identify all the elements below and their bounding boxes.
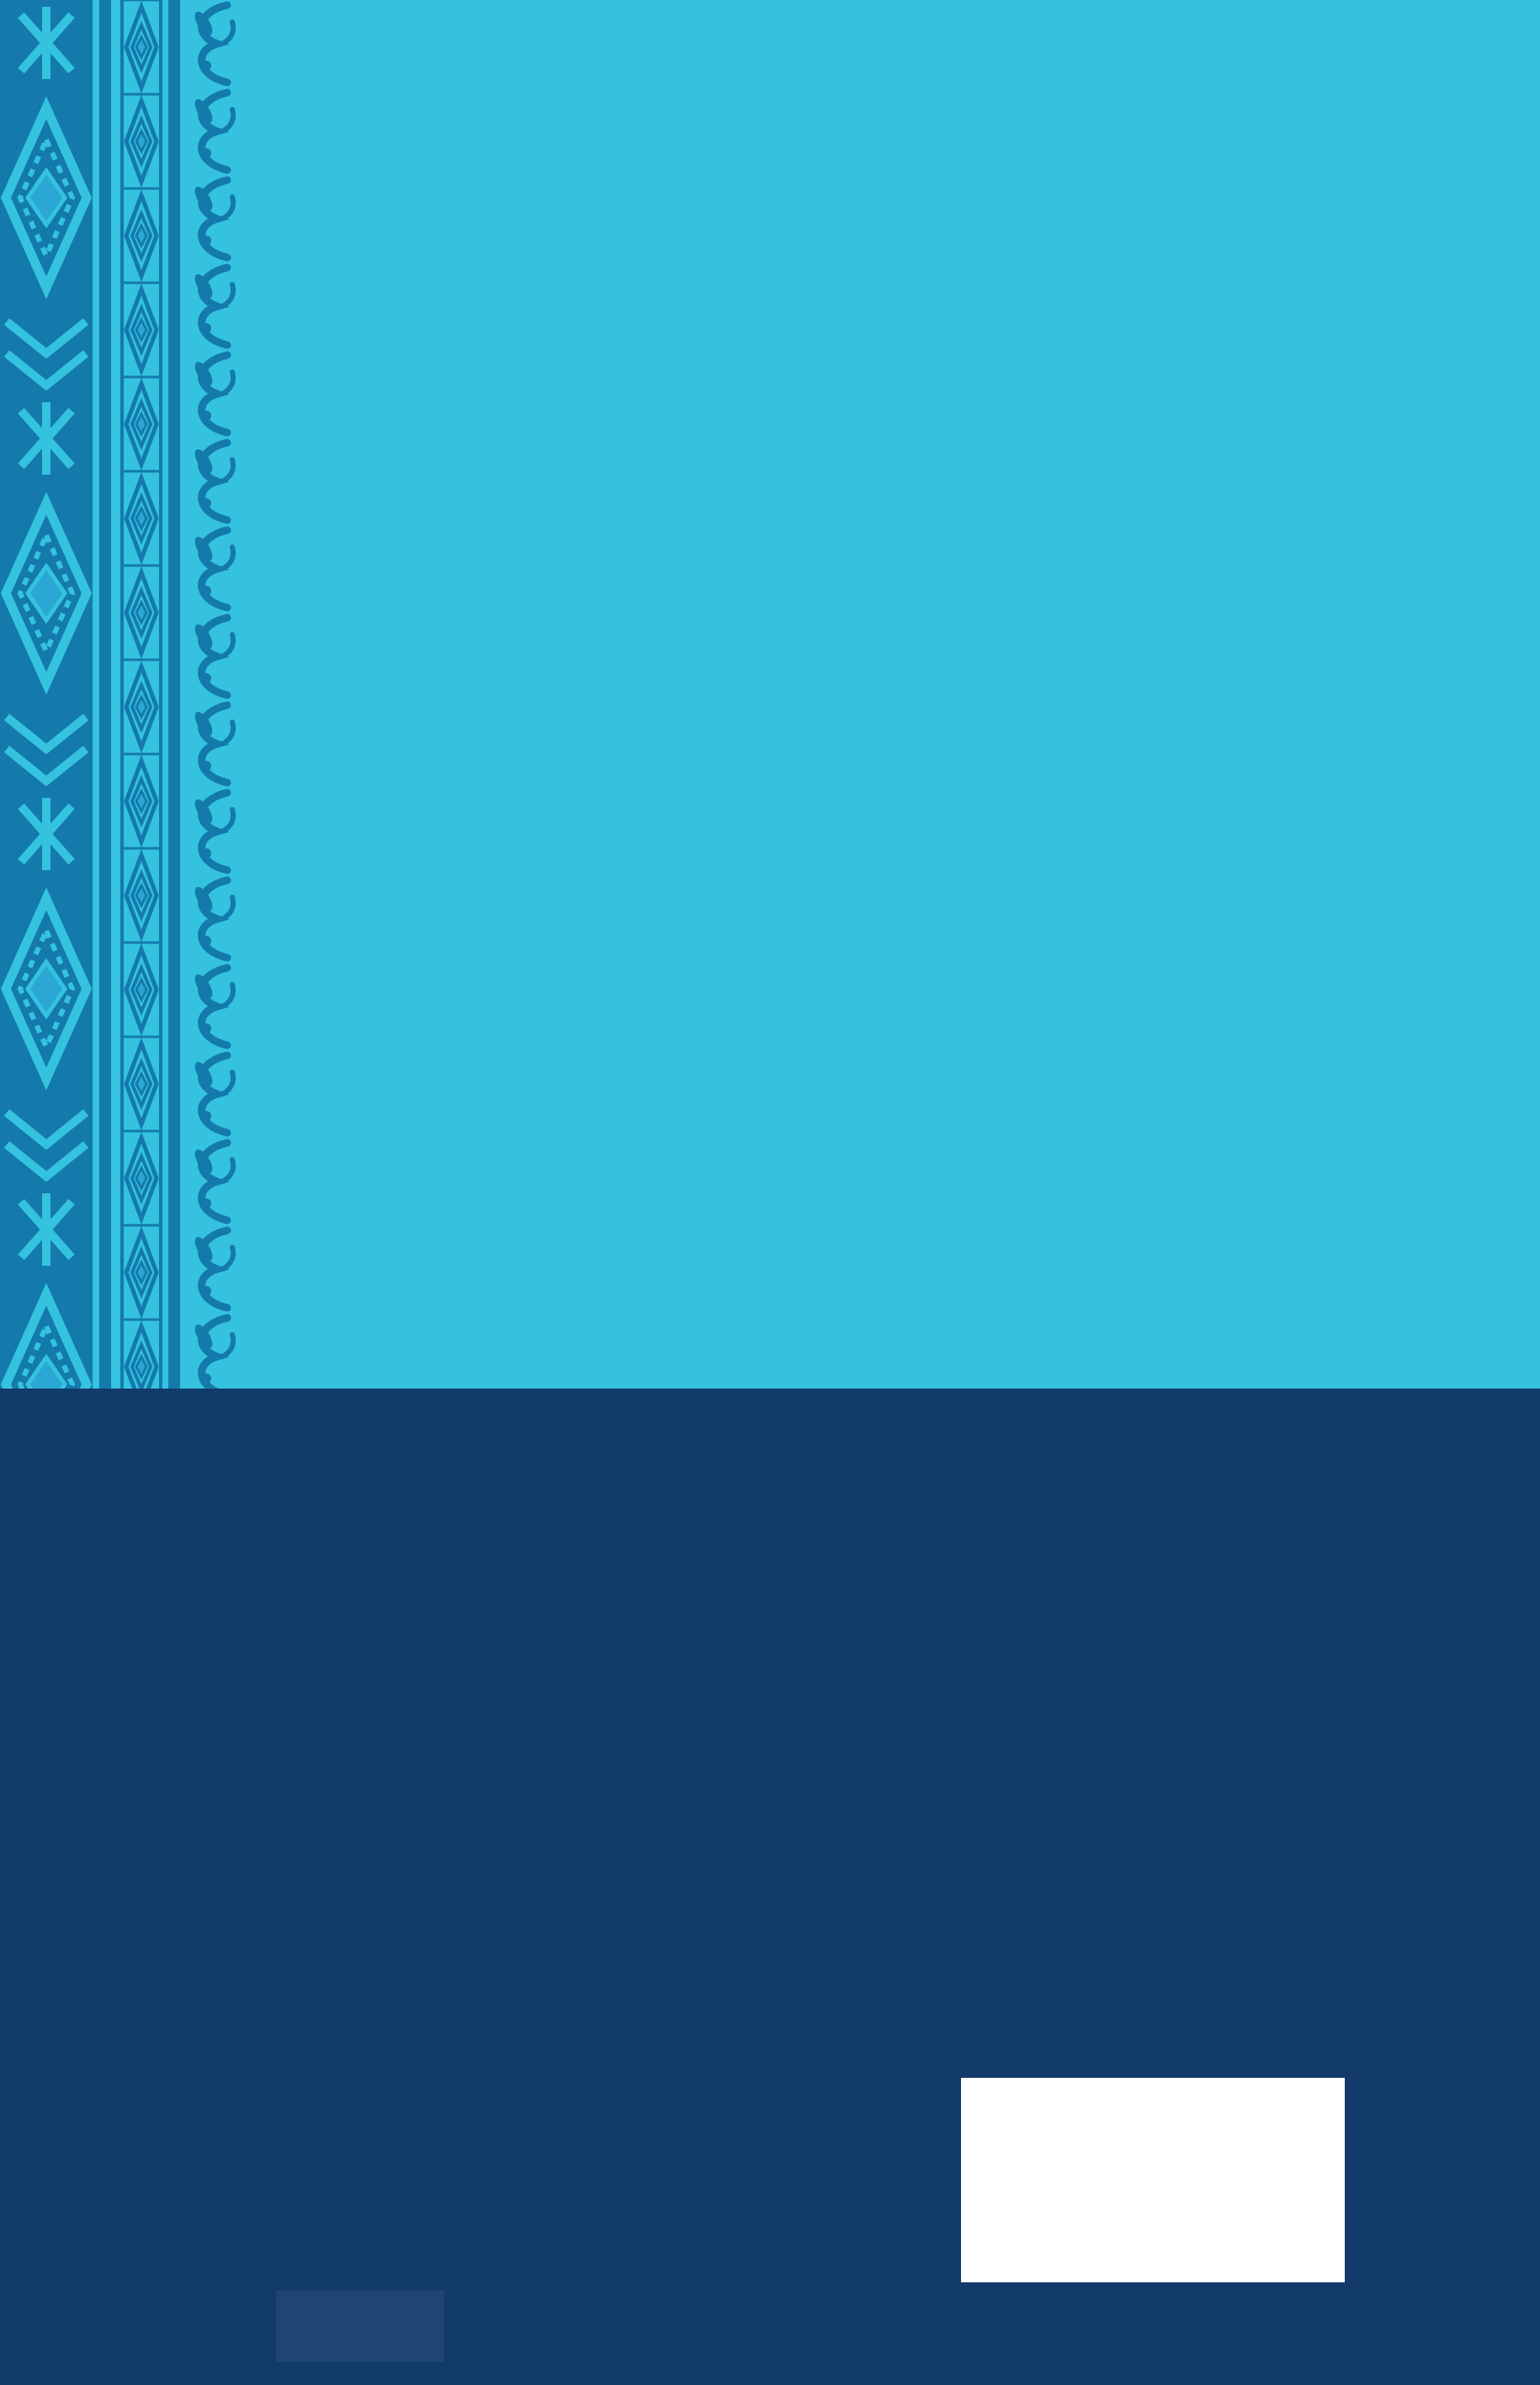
- berber-ornament-border-icon: [0, 0, 244, 1389]
- price-patch: [276, 2291, 444, 2361]
- barcode-icon: [961, 2078, 1345, 2282]
- barcode: [961, 2078, 1345, 2282]
- bottom-section: [0, 1389, 1540, 2385]
